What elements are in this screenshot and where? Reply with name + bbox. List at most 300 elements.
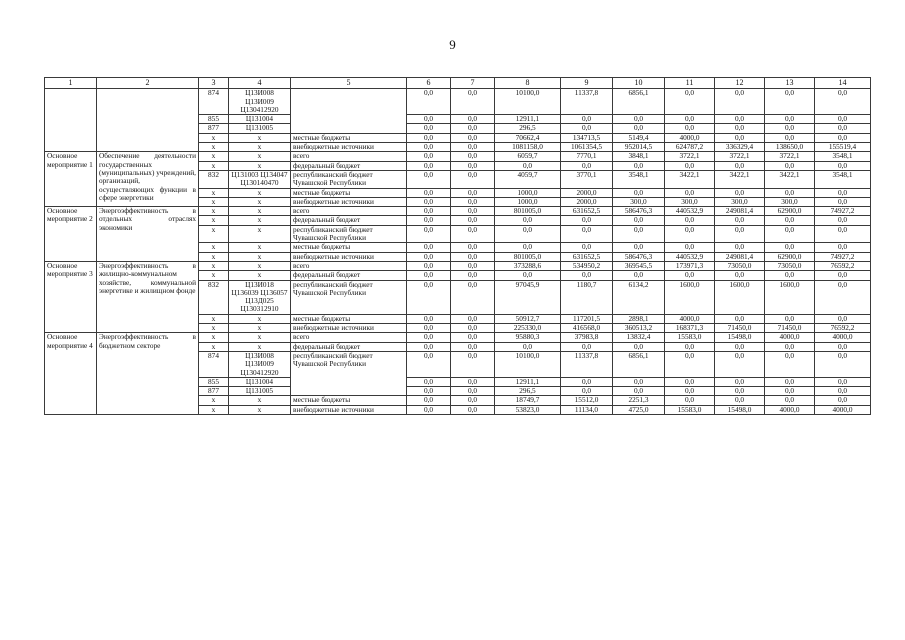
value-cell: 0,0 [561, 271, 613, 280]
table-row [45, 207, 871, 216]
value-cell: 300,0 [765, 197, 815, 206]
value-cell: 0,0 [407, 351, 451, 377]
value-cell: 0,0 [665, 351, 715, 377]
value-cell: 3548,1 [815, 170, 871, 188]
value-cell: 0,0 [715, 89, 765, 115]
value-cell: 586476,3 [613, 252, 665, 261]
value-cell: 440532,9 [665, 252, 715, 261]
funding-source-cell: федеральный бюджет [291, 161, 407, 170]
value-cell: 0,0 [561, 115, 613, 124]
value-cell: 631652,5 [561, 252, 613, 261]
funding-source-cell: федеральный бюджет [291, 342, 407, 351]
value-cell: 0,0 [665, 271, 715, 280]
budget-code-cell: Ц131005 [229, 387, 291, 396]
value-cell: 0,0 [451, 261, 495, 270]
funding-source-cell: всего [291, 261, 407, 270]
event-name-cell: Основное мероприятие 4 [45, 333, 97, 415]
admin-code-cell: x [199, 261, 229, 270]
value-cell: 0,0 [407, 124, 451, 133]
value-cell: 0,0 [815, 115, 871, 124]
value-cell: 0,0 [715, 342, 765, 351]
value-cell: 12911,1 [495, 377, 561, 386]
column-header: 3 [199, 78, 229, 89]
funding-source-cell: местные бюджеты [291, 243, 407, 252]
value-cell: 117201,5 [561, 314, 613, 323]
value-cell: 0,0 [815, 351, 871, 377]
column-header: 4 [229, 78, 291, 89]
value-cell: 0,0 [495, 342, 561, 351]
value-cell: 0,0 [451, 143, 495, 152]
value-cell: 4059,7 [495, 170, 561, 188]
admin-code-cell: x [199, 314, 229, 323]
admin-code-cell: x [199, 396, 229, 405]
value-cell: 15583,0 [665, 333, 715, 342]
value-cell: 15498,0 [715, 333, 765, 342]
value-cell: 0,0 [407, 152, 451, 161]
funding-source-cell: всего [291, 152, 407, 161]
value-cell: 0,0 [407, 396, 451, 405]
value-cell: 0,0 [765, 377, 815, 386]
value-cell: 0,0 [495, 271, 561, 280]
value-cell: 37983,8 [561, 333, 613, 342]
value-cell: 0,0 [407, 115, 451, 124]
budget-code-cell: x [229, 342, 291, 351]
value-cell: 0,0 [765, 396, 815, 405]
budget-code-cell: Ц131003 Ц134047 Ц130140470 [229, 170, 291, 188]
value-cell: 0,0 [451, 216, 495, 225]
value-cell: 0,0 [613, 161, 665, 170]
value-cell: 0,0 [451, 351, 495, 377]
value-cell: 0,0 [495, 216, 561, 225]
value-cell: 369545,5 [613, 261, 665, 270]
admin-code-cell: x [199, 252, 229, 261]
budget-code-cell: x [229, 405, 291, 414]
column-header: 2 [97, 78, 199, 89]
value-cell: 952014,5 [613, 143, 665, 152]
funding-source-cell: всего [291, 333, 407, 342]
value-cell: 0,0 [815, 188, 871, 197]
value-cell: 0,0 [765, 387, 815, 396]
value-cell: 0,0 [765, 225, 815, 243]
admin-code-cell: 855 [199, 377, 229, 386]
value-cell: 73050,0 [765, 261, 815, 270]
budget-code-cell: x [229, 324, 291, 333]
event-description-cell [97, 89, 199, 152]
value-cell: 6856,1 [613, 351, 665, 377]
value-cell: 0,0 [815, 225, 871, 243]
value-cell: 3770,1 [561, 170, 613, 188]
value-cell: 74927,2 [815, 252, 871, 261]
value-cell: 360513,2 [613, 324, 665, 333]
column-header: 8 [495, 78, 561, 89]
value-cell: 0,0 [815, 314, 871, 323]
value-cell: 10100,0 [495, 89, 561, 115]
value-cell: 0,0 [765, 188, 815, 197]
event-name-cell: Основное мероприятие 2 [45, 207, 97, 262]
value-cell: 13832,4 [613, 333, 665, 342]
value-cell: 0,0 [407, 197, 451, 206]
budget-code-cell: x [229, 314, 291, 323]
column-header: 6 [407, 78, 451, 89]
value-cell: 0,0 [451, 405, 495, 414]
budget-code-cell: x [229, 333, 291, 342]
value-cell: 440532,9 [665, 207, 715, 216]
value-cell: 0,0 [815, 243, 871, 252]
value-cell: 296,5 [495, 387, 561, 396]
budget-code-cell: Ц13И008 Ц13И009 Ц130412920 [229, 351, 291, 377]
value-cell: 0,0 [495, 225, 561, 243]
value-cell: 0,0 [451, 188, 495, 197]
table-row [45, 261, 871, 270]
value-cell: 1600,0 [665, 280, 715, 314]
budget-code-cell: x [229, 188, 291, 197]
value-cell: 0,0 [765, 314, 815, 323]
value-cell: 4725,0 [613, 405, 665, 414]
value-cell: 73050,0 [715, 261, 765, 270]
funding-source-cell: внебюджетные источники [291, 324, 407, 333]
value-cell: 62900,0 [765, 207, 815, 216]
admin-code-cell: 877 [199, 124, 229, 133]
value-cell: 2898,1 [613, 314, 665, 323]
value-cell: 801005,0 [495, 207, 561, 216]
value-cell: 97045,9 [495, 280, 561, 314]
event-name-cell: Основное мероприятие 1 [45, 152, 97, 207]
admin-code-cell: x [199, 342, 229, 351]
value-cell: 50912,7 [495, 314, 561, 323]
value-cell: 2000,0 [561, 197, 613, 206]
column-header: 9 [561, 78, 613, 89]
value-cell: 0,0 [407, 324, 451, 333]
value-cell: 0,0 [665, 396, 715, 405]
value-cell: 0,0 [815, 387, 871, 396]
value-cell: 0,0 [715, 271, 765, 280]
event-name-cell: Основное мероприятие 3 [45, 261, 97, 332]
value-cell: 249081,4 [715, 252, 765, 261]
admin-code-cell: x [199, 271, 229, 280]
value-cell: 624787,2 [665, 143, 715, 152]
budget-code-cell: x [229, 197, 291, 206]
value-cell: 3722,1 [765, 152, 815, 161]
value-cell: 4000,0 [815, 333, 871, 342]
value-cell: 173971,3 [665, 261, 715, 270]
value-cell: 0,0 [407, 252, 451, 261]
value-cell: 1000,0 [495, 188, 561, 197]
value-cell: 74927,2 [815, 207, 871, 216]
budget-code-cell: x [229, 161, 291, 170]
value-cell: 1180,7 [561, 280, 613, 314]
value-cell: 0,0 [495, 243, 561, 252]
admin-code-cell: 832 [199, 170, 229, 188]
value-cell: 586476,3 [613, 207, 665, 216]
table-row [45, 333, 871, 342]
budget-table [44, 77, 871, 415]
value-cell: 0,0 [451, 314, 495, 323]
value-cell: 0,0 [765, 124, 815, 133]
value-cell: 0,0 [451, 252, 495, 261]
value-cell: 336329,4 [715, 143, 765, 152]
value-cell: 0,0 [715, 396, 765, 405]
value-cell: 5149,4 [613, 133, 665, 142]
value-cell: 95880,3 [495, 333, 561, 342]
value-cell: 0,0 [715, 387, 765, 396]
value-cell: 0,0 [451, 170, 495, 188]
value-cell: 0,0 [451, 207, 495, 216]
admin-code-cell: x [199, 143, 229, 152]
value-cell: 1061354,5 [561, 143, 613, 152]
value-cell: 0,0 [815, 216, 871, 225]
value-cell: 0,0 [613, 188, 665, 197]
funding-source-cell: внебюджетные источники [291, 143, 407, 152]
value-cell: 0,0 [665, 216, 715, 225]
value-cell: 0,0 [451, 124, 495, 133]
value-cell: 300,0 [715, 197, 765, 206]
value-cell: 0,0 [561, 387, 613, 396]
value-cell: 0,0 [451, 271, 495, 280]
value-cell: 0,0 [451, 161, 495, 170]
value-cell: 15583,0 [665, 405, 715, 414]
value-cell: 0,0 [495, 161, 561, 170]
funding-source-cell: всего [291, 207, 407, 216]
value-cell: 138650,0 [765, 143, 815, 152]
funding-source-cell: внебюджетные источники [291, 405, 407, 414]
value-cell: 70662,4 [495, 133, 561, 142]
column-header: 5 [291, 78, 407, 89]
column-header: 13 [765, 78, 815, 89]
value-cell: 3422,1 [765, 170, 815, 188]
admin-code-cell: 832 [199, 280, 229, 314]
value-cell: 3548,1 [613, 170, 665, 188]
admin-code-cell: x [199, 216, 229, 225]
value-cell: 0,0 [765, 243, 815, 252]
value-cell: 0,0 [451, 342, 495, 351]
value-cell: 4000,0 [765, 405, 815, 414]
value-cell: 0,0 [715, 124, 765, 133]
value-cell: 3848,1 [613, 152, 665, 161]
value-cell: 0,0 [715, 161, 765, 170]
admin-code-cell: x [199, 161, 229, 170]
value-cell: 0,0 [451, 377, 495, 386]
value-cell: 0,0 [407, 342, 451, 351]
value-cell: 0,0 [815, 280, 871, 314]
value-cell: 0,0 [407, 333, 451, 342]
value-cell: 0,0 [665, 89, 715, 115]
value-cell: 0,0 [815, 124, 871, 133]
value-cell: 0,0 [715, 351, 765, 377]
value-cell: 11134,0 [561, 405, 613, 414]
admin-code-cell: 874 [199, 351, 229, 377]
value-cell: 0,0 [407, 161, 451, 170]
event-name-cell [45, 89, 97, 152]
admin-code-cell: x [199, 207, 229, 216]
budget-code-cell: x [229, 252, 291, 261]
value-cell: 76592,2 [815, 324, 871, 333]
budget-code-cell: x [229, 216, 291, 225]
budget-code-cell: x [229, 133, 291, 142]
value-cell: 0,0 [451, 280, 495, 314]
budget-code-cell: x [229, 225, 291, 243]
value-cell: 249081,4 [715, 207, 765, 216]
column-header: 7 [451, 78, 495, 89]
value-cell: 0,0 [665, 188, 715, 197]
value-cell: 0,0 [407, 225, 451, 243]
table-row [45, 152, 871, 161]
budget-code-cell: x [229, 143, 291, 152]
value-cell: 0,0 [613, 216, 665, 225]
admin-code-cell: x [199, 324, 229, 333]
value-cell: 801005,0 [495, 252, 561, 261]
value-cell: 0,0 [815, 342, 871, 351]
value-cell: 0,0 [561, 161, 613, 170]
admin-code-cell: 874 [199, 89, 229, 115]
budget-code-cell: x [229, 243, 291, 252]
funding-source-cell: республиканский бюджет Чувашской Республики [291, 351, 407, 395]
value-cell: 0,0 [451, 387, 495, 396]
value-cell: 0,0 [715, 243, 765, 252]
value-cell: 0,0 [407, 143, 451, 152]
value-cell: 0,0 [451, 133, 495, 142]
value-cell: 0,0 [407, 207, 451, 216]
value-cell: 0,0 [613, 124, 665, 133]
value-cell: 0,0 [407, 188, 451, 197]
value-cell: 0,0 [665, 342, 715, 351]
value-cell: 0,0 [407, 377, 451, 386]
value-cell: 3548,1 [815, 152, 871, 161]
column-header: 14 [815, 78, 871, 89]
value-cell: 6856,1 [613, 89, 665, 115]
budget-code-cell: Ц13И008 Ц13И009 Ц130412920 [229, 89, 291, 115]
value-cell: 0,0 [561, 124, 613, 133]
admin-code-cell: 877 [199, 387, 229, 396]
funding-source-cell: федеральный бюджет [291, 216, 407, 225]
value-cell: 0,0 [613, 377, 665, 386]
value-cell: 0,0 [451, 243, 495, 252]
value-cell: 0,0 [765, 271, 815, 280]
value-cell: 631652,5 [561, 207, 613, 216]
funding-source-cell: федеральный бюджет [291, 271, 407, 280]
value-cell: 168371,3 [665, 324, 715, 333]
funding-source-cell: республиканский бюджет Чувашской Республики [291, 280, 407, 314]
value-cell: 4000,0 [665, 133, 715, 142]
value-cell: 1000,0 [495, 197, 561, 206]
value-cell: 2251,3 [613, 396, 665, 405]
value-cell: 0,0 [407, 170, 451, 188]
value-cell: 0,0 [613, 342, 665, 351]
value-cell: 15512,0 [561, 396, 613, 405]
value-cell: 0,0 [561, 342, 613, 351]
value-cell: 0,0 [613, 387, 665, 396]
value-cell: 3722,1 [715, 152, 765, 161]
value-cell: 12911,1 [495, 115, 561, 124]
value-cell: 6059,7 [495, 152, 561, 161]
column-header: 11 [665, 78, 715, 89]
event-description-cell: Энергоэффективность в отдельных отраслях экономики [97, 207, 199, 262]
value-cell: 0,0 [665, 124, 715, 133]
admin-code-cell: x [199, 225, 229, 243]
value-cell: 3422,1 [665, 170, 715, 188]
value-cell: 4000,0 [665, 314, 715, 323]
value-cell: 0,0 [815, 89, 871, 115]
value-cell: 0,0 [715, 314, 765, 323]
value-cell: 71450,0 [715, 324, 765, 333]
value-cell: 11337,8 [561, 89, 613, 115]
budget-code-cell: Ц131005 [229, 124, 291, 133]
value-cell: 2000,0 [561, 188, 613, 197]
table-row [45, 89, 871, 115]
value-cell: 0,0 [451, 324, 495, 333]
value-cell: 0,0 [451, 197, 495, 206]
value-cell: 0,0 [665, 243, 715, 252]
value-cell: 76592,2 [815, 261, 871, 270]
value-cell: 0,0 [613, 225, 665, 243]
value-cell: 0,0 [407, 133, 451, 142]
admin-code-cell: x [199, 243, 229, 252]
value-cell: 53823,0 [495, 405, 561, 414]
value-cell: 0,0 [815, 133, 871, 142]
value-cell: 0,0 [613, 271, 665, 280]
value-cell: 71450,0 [765, 324, 815, 333]
value-cell: 0,0 [815, 271, 871, 280]
value-cell: 0,0 [451, 333, 495, 342]
column-header: 10 [613, 78, 665, 89]
value-cell: 1081158,0 [495, 143, 561, 152]
value-cell: 0,0 [561, 216, 613, 225]
value-cell: 300,0 [613, 197, 665, 206]
value-cell: 225330,0 [495, 324, 561, 333]
column-header: 1 [45, 78, 97, 89]
value-cell: 0,0 [665, 115, 715, 124]
value-cell: 0,0 [815, 197, 871, 206]
budget-code-cell: x [229, 396, 291, 405]
value-cell: 18749,7 [495, 396, 561, 405]
value-cell: 0,0 [407, 216, 451, 225]
event-description-cell: Энергоэффективность в бюджетном секторе [97, 333, 199, 415]
funding-source-cell: местные бюджеты [291, 396, 407, 405]
admin-code-cell: x [199, 133, 229, 142]
admin-code-cell: x [199, 333, 229, 342]
event-description-cell: Обеспечение деятельности государственных (муниципальных) учреждений, организаций, осуществляющих функции в сфере энергетики [97, 152, 199, 207]
value-cell: 0,0 [407, 243, 451, 252]
admin-code-cell: x [199, 152, 229, 161]
value-cell: 15498,0 [715, 405, 765, 414]
value-cell: 62900,0 [765, 252, 815, 261]
funding-source-cell: республиканский бюджет Чувашской Республики [291, 225, 407, 243]
value-cell: 0,0 [665, 377, 715, 386]
value-cell: 0,0 [451, 225, 495, 243]
value-cell: 3722,1 [665, 152, 715, 161]
value-cell: 155519,4 [815, 143, 871, 152]
value-cell: 534950,2 [561, 261, 613, 270]
value-cell: 0,0 [815, 396, 871, 405]
value-cell: 0,0 [561, 243, 613, 252]
value-cell: 0,0 [715, 133, 765, 142]
value-cell: 0,0 [765, 161, 815, 170]
value-cell: 7770,1 [561, 152, 613, 161]
value-cell: 0,0 [407, 387, 451, 396]
value-cell: 134713,5 [561, 133, 613, 142]
value-cell: 4000,0 [765, 333, 815, 342]
value-cell: 11337,8 [561, 351, 613, 377]
funding-source-cell: местные бюджеты [291, 314, 407, 323]
value-cell: 0,0 [815, 161, 871, 170]
event-description-cell: Энергоэффективность в жилищно-коммунальном хозяйстве, коммунальной энергетике и жилищном фонде [97, 261, 199, 332]
budget-code-cell: Ц131004 [229, 377, 291, 386]
budget-code-cell: Ц131004 [229, 115, 291, 124]
value-cell: 0,0 [715, 216, 765, 225]
value-cell: 0,0 [765, 115, 815, 124]
value-cell: 10100,0 [495, 351, 561, 377]
budget-code-cell: Ц13И018 Ц136039 Ц136057 Ц13Д025 Ц130312910 [229, 280, 291, 314]
value-cell: 0,0 [407, 405, 451, 414]
